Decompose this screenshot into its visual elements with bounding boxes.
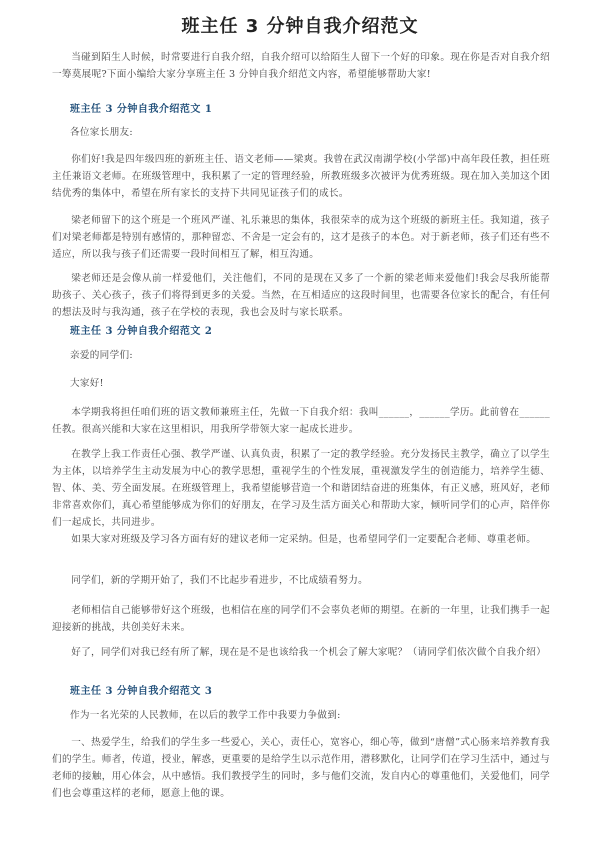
section-2-greeting: 亲爱的同学们: xyxy=(70,350,133,361)
section-2-paragraph-5: 老师相信自己能够带好这个班级，也相信在座的同学们不会辜负老师的期望。在新的一年里，让我们携手一起迎接新的挑战，共创美好未来。 xyxy=(52,605,550,633)
section-2-paragraph-3: 如果大家对班级及学习各方面有好的建议老师一定采纳。但是，也希望同学们一定要配合老师、尊重老师。 xyxy=(71,534,537,545)
intro-paragraph: 当碰到陌生人时候，时常要进行自我介绍，自我介绍可以给陌生人留下一个好的印象。现在你是否对自我介绍一筹莫展呢?下面小编给大家分享班主任 3 分钟自我介绍范文内容，希望能够帮助大家! xyxy=(52,52,550,80)
section-2-paragraph-2: 在教学上我工作责任心强、教学严谨、认真负责，积累了一定的教学经验。充分发扬民主教学，确立了以学生为主体，以培养学生主动发展为中心的教学思想，重视学生的个性发展，重视激发学生的创造能力，培养学生德、智、体、美、劳全面发展。在班级管理上，我希望能够营造一个和谐团结奋进的班集体，有正义感，班风好，老师非常喜欢你们，真心希望能够成为你们的好朋友，在学习及生活方面关心和帮助大家，倾听同学们的心声，陪伴你们一起成长，共同进步。 xyxy=(52,449,550,528)
section-2-heading: 班主任 3 分钟自我介绍范文 2 xyxy=(70,326,213,337)
section-1-paragraph-2: 梁老师留下的这个班是一个班风严谨、礼乐兼思的集体，我很荣幸的成为这个班级的新班主任。我知道，孩子们对梁老师都是特别有感情的，那种留恋、不舍是一定会有的，这才是孩子的本色。对于新老师，孩子们还有些不适应，所以我与孩子们还需要一段时间相互了解，相互沟通。 xyxy=(52,215,550,260)
section-2-paragraph-6: 好了，同学们对我已经有所了解，现在是不是也该给我一个机会了解大家呢？（请同学们依次做个自我介绍） xyxy=(71,647,547,658)
section-3-paragraph-2: 一、热爱学生，给我们的学生多一些爱心，关心，责任心，宽容心，细心等，做到“唐僧”式心肠来培养教育我们的学生。师者，传道，授业，解惑，更重要的是给学生以示范作用，潜移默化，让同学们在学习生活中，通过与老师的接触，用心体会，从中感悟。我们教授学生的同时，多与他们交流，发自内心的尊重他们，关爱他们，同学们也会尊重这样的老师，愿意上他的课。 xyxy=(52,737,550,799)
section-1-paragraph-1: 你们好!我是四年级四班的新班主任、语文老师——梁爽。我曾在武汉南湖学校(小学部)中高年段任教，担任班主任兼语文老师。在班级管理中，我积累了一定的管理经验，所教班级多次被评为优秀班级。现在加入美加这个团结优秀的集体中，希望在所有家长的支持下共同见证孩子们的成长。 xyxy=(52,154,550,199)
document-title: 班主任 3 分钟自我介绍范文 xyxy=(181,16,419,37)
section-1-paragraph-3: 梁老师还是会像从前一样爱他们，关注他们，不同的是现在又多了一个新的梁老师来爱他们!我会尽我所能帮助孩子、关心孩子，孩子们将得到更多的关爱。当然，在互相适应的这段时间里，也需要各位家长的配合，有任何的想法及时与我沟通，孩子在学校的表现，我也会及时与家长联系。 xyxy=(52,273,550,318)
section-2-paragraph-4: 同学们，新的学期开始了，我们不比起步看进步，不比成绩看努力。 xyxy=(71,575,368,586)
section-2-hello: 大家好! xyxy=(70,378,104,389)
section-1-greeting: 各位家长朋友: xyxy=(70,127,133,138)
section-2-paragraph-1: 本学期我将担任咱们班的语文教师兼班主任，先做一下自我介绍：我叫______，______学历。此前曾在______任教。很高兴能和大家在这里相识，用我所学带领大家一起成长进步。 xyxy=(52,407,550,435)
section-3-paragraph-1: 作为一名光荣的人民教师，在以后的教学工作中我要力争做到: xyxy=(70,710,341,721)
section-1-heading: 班主任 3 分钟自我介绍范文 1 xyxy=(70,104,213,115)
section-3-heading: 班主任 3 分钟自我介绍范文 3 xyxy=(70,686,213,697)
